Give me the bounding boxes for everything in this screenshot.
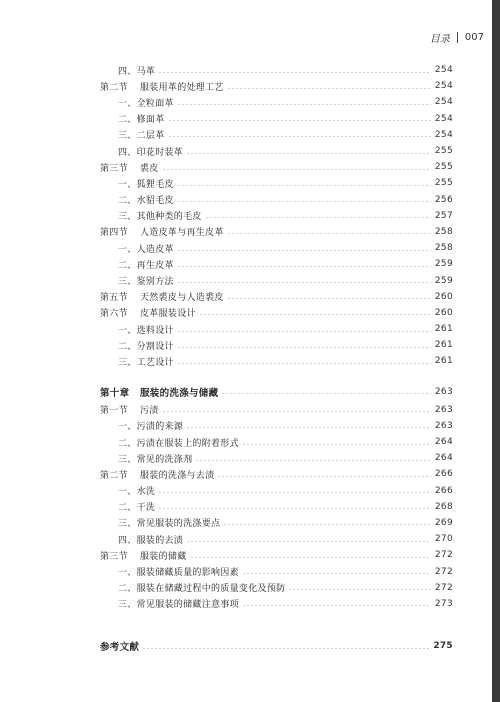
toc-entry-page: 275 (433, 641, 453, 652)
toc-entry-number: 第二节 (100, 470, 128, 481)
dot-leader (186, 427, 431, 428)
toc-entry-number: 第三节 (100, 163, 128, 174)
toc-entry-number: 第三节 (100, 551, 128, 562)
toc-entry-sub[interactable] (100, 434, 453, 450)
toc-entry-label (100, 516, 223, 529)
toc-entry-label (100, 436, 242, 449)
toc-entry-label (100, 290, 227, 303)
toc-entry-title: 参考文献 (100, 642, 140, 654)
toc-entry-sub[interactable] (100, 192, 453, 208)
dot-leader (186, 541, 431, 542)
dot-leader (168, 136, 431, 137)
toc-entry-sub[interactable] (100, 240, 453, 256)
toc-entry-page: 272 (434, 566, 453, 577)
toc-entry-number: 第一节 (100, 406, 128, 417)
toc-entry-sub[interactable] (100, 127, 453, 143)
toc-entry-sec[interactable] (100, 159, 453, 175)
toc-entry-page: 255 (434, 146, 453, 157)
toc-entry-page: 254 (434, 65, 453, 76)
toc-entry-sec[interactable] (100, 305, 453, 321)
toc-entry-title: 三、鉴别方法 (118, 277, 174, 288)
dot-leader (177, 331, 431, 332)
toc-entry-label (100, 385, 221, 399)
toc-entry-sub[interactable] (100, 272, 453, 288)
toc-entry-label (100, 96, 177, 109)
header-title: 目录 (429, 34, 450, 45)
dot-leader (162, 411, 431, 412)
toc-entry-sub[interactable] (100, 531, 453, 547)
toc-entry-page: 266 (434, 469, 453, 480)
dot-leader (227, 88, 431, 89)
toc-entry-sub[interactable] (100, 175, 453, 191)
toc-entry-page: 263 (434, 420, 453, 431)
toc-entry-sec[interactable] (100, 224, 453, 240)
toc-entry-sub[interactable] (100, 208, 453, 224)
toc-entry-sub[interactable] (100, 499, 453, 515)
dot-leader (227, 233, 431, 234)
toc-entry-title: 人造皮革与再生皮革 (140, 228, 224, 239)
toc-entry-title: 一、服装储藏质量的影响因素 (118, 568, 239, 579)
toc-entry-label (100, 419, 186, 432)
toc-entry-sec[interactable] (100, 402, 453, 418)
toc-entry-label (100, 64, 158, 77)
dot-leader (242, 573, 431, 574)
toc-entry-label (100, 468, 217, 481)
toc-entry-title: 一、选料设计 (118, 325, 174, 336)
toc-entry-sec[interactable] (100, 78, 453, 94)
toc-entry-label (100, 355, 177, 368)
toc-entry-page: 259 (434, 275, 453, 286)
toc-entry-title: 服装用革的处理工艺 (140, 82, 224, 93)
dot-leader (223, 524, 431, 525)
toc-entry-label (100, 128, 168, 141)
toc-entry-page: 256 (434, 194, 453, 205)
toc-entry-title: 一、狐狸毛皮 (118, 179, 174, 190)
toc-entry-page: 263 (434, 386, 453, 397)
toc-entry-sub[interactable] (100, 596, 453, 612)
toc-entry-label (100, 225, 227, 238)
toc-entry-title: 天然裘皮与人造裘皮 (140, 293, 224, 304)
toc-entry-number: 第十章 (100, 387, 130, 399)
toc-entry-title: 三、其他种类的毛皮 (118, 212, 202, 223)
dot-leader (205, 217, 431, 218)
toc-entry-sub[interactable] (100, 483, 453, 499)
toc-entry-page: 268 (434, 501, 453, 512)
toc-entry-label (100, 242, 177, 255)
toc-entry-label (100, 161, 162, 174)
toc-entry-page: 264 (434, 437, 453, 448)
dot-leader (158, 508, 431, 509)
dot-leader (177, 282, 431, 283)
toc-entry-title: 二、服装在储藏过程中的质量变化及预防 (118, 584, 286, 595)
toc-entry-label (100, 500, 158, 513)
dot-leader (162, 169, 431, 170)
toc-entry-label (100, 597, 242, 610)
toc-entry-title: 三、工艺设计 (118, 357, 174, 368)
toc-entry-sub[interactable] (100, 94, 453, 110)
toc-entry-sec[interactable] (100, 466, 453, 482)
toc-entry-title: 二、修面革 (118, 115, 165, 126)
dot-leader (177, 201, 431, 202)
toc-entry-ref[interactable] (100, 638, 453, 654)
toc-entry-sub[interactable] (100, 62, 453, 78)
toc-entry-page: 255 (434, 178, 453, 189)
dot-leader (177, 347, 431, 348)
dot-leader (186, 153, 431, 154)
dot-leader (195, 460, 431, 461)
toc-entry-label (100, 258, 177, 271)
toc-entry-title: 四、服装的去渍 (118, 535, 184, 546)
toc-entry-label (100, 274, 177, 287)
toc-entry-label (100, 581, 288, 594)
toc-entry-number: 第六节 (100, 309, 128, 320)
toc-entry-page: 261 (434, 324, 453, 335)
toc-entry-title: 服装的储藏 (140, 551, 187, 562)
dot-leader (158, 492, 431, 493)
toc-entry-page: 266 (434, 485, 453, 496)
toc-entry-title: 三、常见服装的洗涤要点 (118, 519, 221, 530)
toc-entry-page: 272 (434, 582, 453, 593)
toc-entry-label (100, 639, 142, 653)
toc-entry-title: 二、水貂毛皮 (118, 196, 174, 207)
dot-leader (199, 314, 431, 315)
dot-leader (177, 363, 431, 364)
toc-entry-sub[interactable] (100, 563, 453, 579)
toc-entry-title: 污渍 (140, 406, 159, 417)
toc-entry-title: 四、马革 (118, 66, 156, 77)
toc-entry-page: 260 (434, 291, 453, 302)
toc-entry-label (100, 533, 186, 546)
toc-entry-sub[interactable] (100, 515, 453, 531)
toc-entry-title: 三、常见服装的储藏注意事项 (118, 600, 239, 611)
toc-entry-title: 一、全粒面革 (118, 98, 174, 109)
toc-entry-title: 二、污渍在服装上的附着形式 (118, 438, 239, 449)
dot-leader (242, 605, 431, 606)
toc-entry-label (100, 209, 205, 222)
toc-entry-page: 259 (434, 259, 453, 270)
dot-leader (227, 298, 431, 299)
toc-entry-page: 254 (434, 113, 453, 124)
toc-entry-sec[interactable] (100, 289, 453, 305)
toc-entry-title: 皮革服装设计 (140, 309, 196, 320)
toc-entry-title: 三、二层革 (118, 131, 165, 142)
toc-entry-title: 服装的洗涤与去渍 (140, 470, 215, 481)
toc-entry-sub[interactable] (100, 143, 453, 159)
toc-entry-label (100, 112, 168, 125)
dot-leader (158, 72, 431, 73)
dot-leader (221, 393, 431, 394)
toc-entry-page: 254 (434, 97, 453, 108)
toc-entry-label (100, 339, 177, 352)
toc-entry-page: 270 (434, 534, 453, 545)
toc-entry-number: 第五节 (100, 293, 128, 304)
toc-entry-page: 261 (434, 340, 453, 351)
toc-entry-sub[interactable] (100, 337, 453, 353)
toc-entry-label (100, 177, 177, 190)
running-header (430, 30, 484, 45)
toc-entry-page: 264 (434, 453, 453, 464)
toc-entry-page: 257 (434, 210, 453, 221)
toc-entry-title: 二、再生皮革 (118, 260, 174, 271)
toc-entry-sec[interactable] (100, 547, 453, 563)
toc-entry-sub[interactable] (100, 353, 453, 369)
toc-entry-sub[interactable] (100, 580, 453, 596)
toc-entry-label (100, 80, 227, 93)
toc-entry-page: 254 (434, 129, 453, 140)
dot-leader (217, 476, 431, 477)
toc-entry-page: 258 (434, 243, 453, 254)
toc-entry-title: 二、干洗 (118, 503, 156, 514)
toc-entry-sub[interactable] (100, 321, 453, 337)
dot-leader (177, 104, 431, 105)
dot-leader (177, 250, 431, 251)
toc-entry-title: 三、常见的洗涤剂 (118, 454, 193, 465)
dot-leader (190, 557, 431, 558)
toc-entry-title: 二、分割设计 (118, 341, 174, 352)
toc-entry-label (100, 403, 162, 416)
toc-entry-title: 四、印花时装革 (118, 147, 184, 158)
dot-leader (142, 648, 429, 649)
toc-entry-sub[interactable] (100, 418, 453, 434)
toc-entry-label (100, 484, 158, 497)
toc-entry-label (100, 565, 242, 578)
dot-leader (288, 589, 431, 590)
toc-entry-page: 261 (434, 356, 453, 367)
toc-entry-page: 263 (434, 404, 453, 415)
toc-entry-chap[interactable] (100, 382, 453, 402)
toc-entry-title: 裘皮 (140, 163, 159, 174)
toc-entry-label (100, 306, 199, 319)
toc-entry-page: 254 (434, 81, 453, 92)
toc-entry-sub[interactable] (100, 256, 453, 272)
toc-entry-title: 一、水洗 (118, 487, 156, 498)
dot-leader (168, 120, 431, 121)
toc-entry-page: 273 (434, 598, 453, 609)
toc-entry-title: 一、污渍的来源 (118, 422, 184, 433)
toc-entry-sub[interactable] (100, 450, 453, 466)
toc-entry-number: 第二节 (100, 82, 128, 93)
toc-entry-page: 258 (434, 226, 453, 237)
toc-entry-label (100, 549, 190, 562)
toc-entry-label (100, 323, 177, 336)
toc-entry-title: 服装的洗涤与储藏 (140, 387, 219, 399)
toc-entry-page: 260 (434, 307, 453, 318)
toc-entry-page: 272 (434, 550, 453, 561)
toc-entry-label (100, 452, 195, 465)
toc-entry-label (100, 145, 186, 158)
toc-entry-page: 255 (434, 162, 453, 173)
toc-entry-label (100, 193, 177, 206)
toc-entry-page: 269 (434, 517, 453, 528)
header-page-number: 007 (464, 32, 484, 43)
toc-entry-sub[interactable] (100, 111, 453, 127)
dot-leader (242, 444, 431, 445)
header-divider (457, 32, 458, 43)
dot-leader (177, 266, 431, 267)
dot-leader (177, 185, 431, 186)
page-edge-bar (492, 0, 500, 702)
toc-entry-number: 第四节 (100, 228, 128, 239)
table-of-contents (100, 62, 453, 654)
toc-entry-title: 一、人造皮革 (118, 244, 174, 255)
